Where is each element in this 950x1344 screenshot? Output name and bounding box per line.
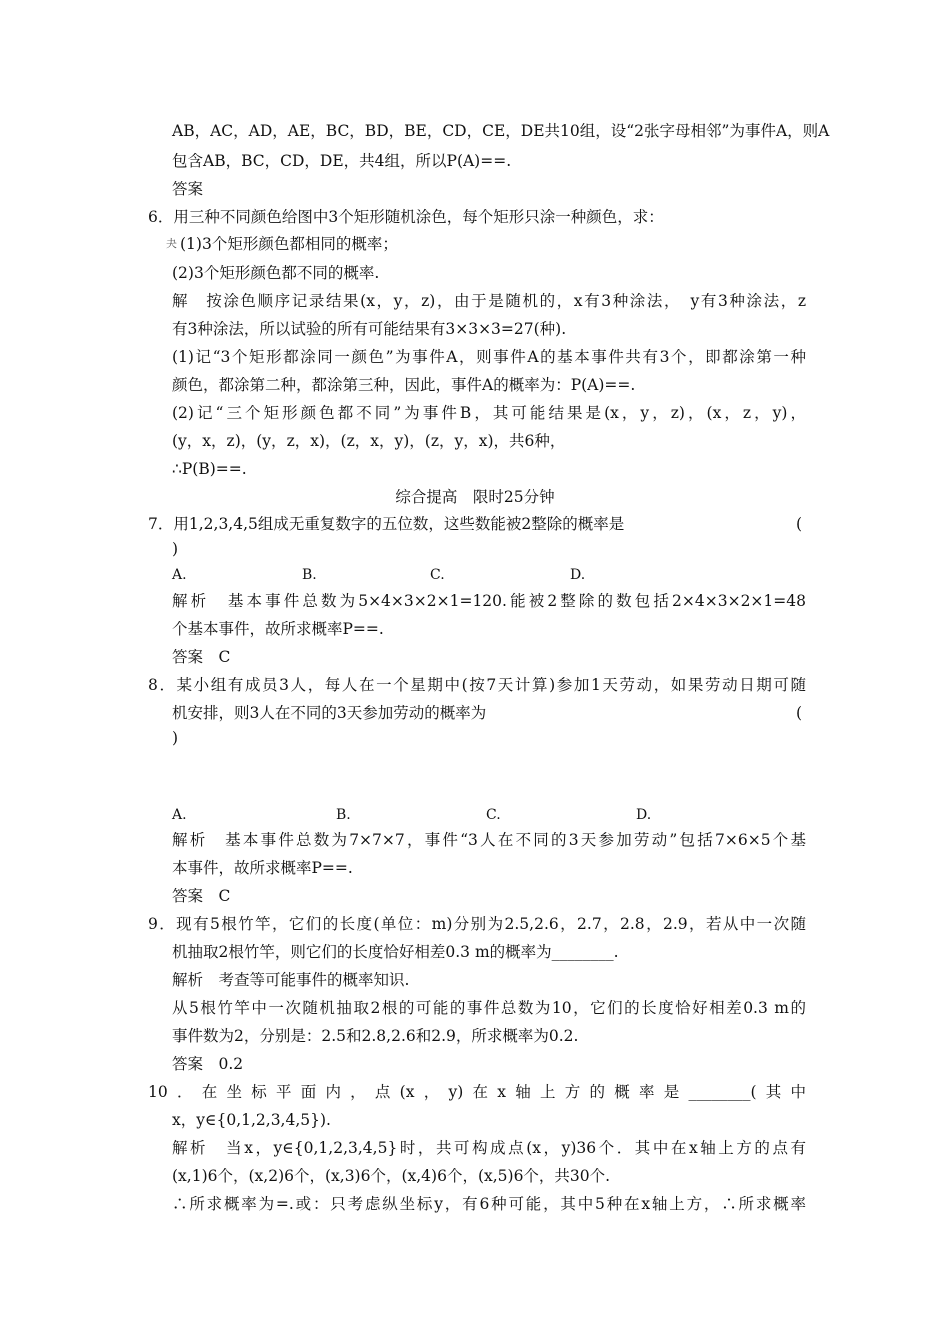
option-d: D.: [570, 567, 586, 583]
question-6: 6．用三种不同颜色给图中3个矩形随机涂色，每个矩形只涂一种颜色，求：: [148, 208, 664, 226]
stray-mark: 夬: [166, 237, 177, 250]
analysis-line: 本事件，故所求概率P==.: [172, 859, 353, 877]
option-c: C.: [430, 567, 445, 583]
question-6-part-1: (1)3个矩形颜色都相同的概率；: [180, 235, 398, 253]
question-8-cont: 机安排，则3人在不同的3天参加劳动的概率为: [172, 704, 487, 722]
question-10-cont: x，y∈{0,1,2,3,4,5}).: [172, 1111, 331, 1129]
option-c: C.: [486, 807, 501, 823]
option-b: B.: [336, 807, 351, 823]
question-9: 9．现有5根竹竿，它们的长度(单位：m)分别为2.5,2.6，2.7，2.8，2.9，若从中一次随: [148, 915, 806, 933]
solution-line: 颜色，都涂第二种，都涂第三种，因此，事件A的概率为：P(A)==.: [172, 376, 636, 394]
answer-label: 答案: [172, 180, 204, 198]
question-9-cont: 机抽取2根竹竿，则它们的长度恰好相差0.3 m的概率为________.: [172, 943, 619, 961]
solution-line: 解 按涂色顺序记录结果(x，y，z)，由于是随机的，x有3种涂法， y有3种涂法，z: [172, 292, 806, 310]
section-heading: 综合提高 限时25分钟: [395, 488, 555, 506]
question-7: 7．用1,2,3,4,5组成无重复数字的五位数，这些数能被2整除的概率是: [148, 515, 625, 533]
question-10: 10．在坐标平面内，点(x，y)在x轴上方的概率是________(其中: [148, 1083, 806, 1101]
question-6-part-2: (2)3个矩形颜色都不同的概率.: [172, 264, 380, 282]
option-d: D.: [636, 807, 652, 823]
text-line: AB，AC，AD，AE，BC，BD，BE，CD，CE，DE共10组，设“2张字母相邻”为事件A，则A: [172, 122, 830, 140]
option-a: A.: [172, 807, 187, 823]
text-line: 包含AB，BC，CD，DE，共4组，所以P(A)==.: [172, 152, 512, 170]
analysis-line: 解析 考查等可能事件的概率知识.: [172, 971, 410, 989]
question-8: 8．某小组有成员3人，每人在一个星期中(按7天计算)参加1天劳动，如果劳动日期可随: [148, 676, 806, 694]
analysis-line: 个基本事件，故所求概率P==.: [172, 620, 384, 638]
answer-paren-open: (: [796, 515, 803, 533]
answer-line: 答案 0.2: [172, 1055, 244, 1073]
analysis-line: 事件数为2，分别是：2.5和2.8,2.6和2.9，所求概率为0.2.: [172, 1027, 579, 1045]
solution-line: ∴P(B)==.: [172, 460, 247, 478]
answer-line: 答案 C: [172, 648, 231, 666]
answer-paren-open: (: [796, 704, 803, 722]
solution-line: 有3种涂法，所以试验的所有可能结果有3×3×3=27(种).: [172, 320, 567, 338]
analysis-line: ∴所求概率为=.或：只考虑纵坐标y，有6种可能，其中5种在x轴上方，∴所求概率: [172, 1195, 806, 1213]
solution-line: (1)记“3个矩形都涂同一颜色”为事件A，则事件A的基本事件共有3个，即都涂第一种: [172, 348, 806, 366]
analysis-line: 解析 当x，y∈{0,1,2,3,4,5}时，共可构成点(x，y)36个．其中在x轴上方的点有: [172, 1139, 806, 1157]
option-a: A.: [172, 567, 187, 583]
analysis-line: (x,1)6个，(x,2)6个，(x,3)6个，(x,4)6个，(x,5)6个，共30个.: [172, 1167, 611, 1185]
solution-line: (2)记“三个矩形颜色都不同”为事件B，其可能结果是(x，y，z)，(x，z，y)，: [172, 404, 806, 422]
analysis-line: 解析 基本事件总数为5×4×3×2×1=120.能被2整除的数包括2×4×3×2×1=48: [172, 592, 806, 610]
answer-paren-close: ): [172, 729, 179, 747]
solution-line: (y，x，z)，(y，z，x)，(z，x，y)，(z，y，x)，共6种，: [172, 432, 566, 450]
analysis-line: 解析 基本事件总数为7×7×7，事件“3人在不同的3天参加劳动”包括7×6×5个基: [172, 831, 806, 849]
answer-paren-close: ): [172, 540, 179, 558]
option-b: B.: [302, 567, 317, 583]
analysis-line: 从5根竹竿中一次随机抽取2根的可能的事件总数为10，它们的长度恰好相差0.3 m的: [172, 999, 806, 1017]
answer-line: 答案 C: [172, 887, 231, 905]
